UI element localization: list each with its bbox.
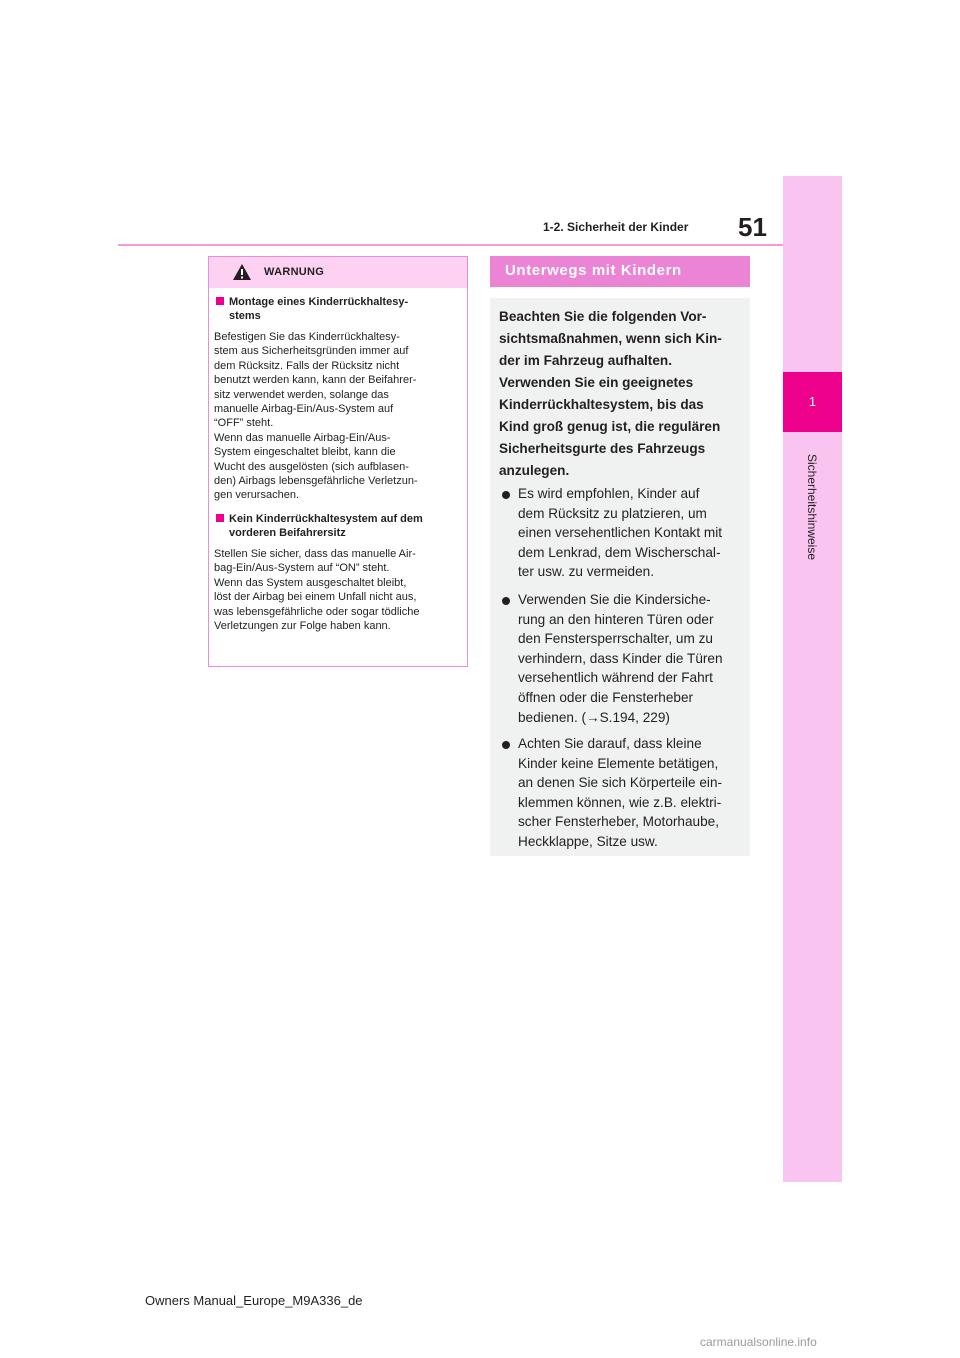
topic-intro: Beachten Sie die folgenden Vor- sichtsmaßnahmen, wenn sich Kin- der im Fahrzeug aufhalten. Verwenden Sie ein geeignetes Kinderrückhaltesystem, bis das Kind groß genug ist, die regulären Sicherheitsgurte des Fahrzeugs anzulegen. (499, 309, 722, 478)
header-divider (118, 244, 783, 246)
bullet-dot-icon (502, 597, 510, 605)
warning-title: WARNUNG (264, 266, 325, 278)
topic-panel (490, 298, 750, 856)
list-item (500, 484, 740, 582)
warning-item-heading (214, 295, 454, 323)
chapter-label: Sicherheitshinweise (805, 453, 819, 561)
section-title: 1-2. Sicherheit der Kinder (543, 220, 689, 234)
list-item (500, 590, 740, 727)
bullet-dot-icon (502, 491, 510, 499)
warning-header (209, 257, 467, 288)
warning-item-heading-text: Montage eines Kinderrückhaltesy- stems (229, 296, 409, 322)
topic-header (490, 256, 750, 287)
bullet-dot-icon (502, 741, 510, 749)
warning-triangle-icon (232, 263, 252, 286)
watermark: carmanualsonline.info (700, 1335, 817, 1349)
warning-item-heading (214, 512, 454, 540)
warning-box (208, 256, 468, 667)
topic-title: Unterwegs mit Kindern (505, 262, 682, 279)
chapter-side-strip (783, 176, 842, 1182)
chapter-number-tab[interactable]: 1 (783, 372, 842, 432)
page-number: 51 (738, 212, 767, 242)
square-bullet-icon (216, 514, 224, 522)
list-item-text: Es wird empfohlen, Kinder auf dem Rücksitz zu platzieren, um einen versehentlichen Kontakt mit dem Lenkrad, dem Wischerschal- ter usw. zu vermeiden. (518, 486, 723, 580)
footer-doc-id: Owners Manual_Europe_M9A336_de (145, 1293, 363, 1308)
warning-item-text: Befestigen Sie das Kinderrückhaltesy- stem aus Sicherheitsgründen immer auf dem Rücksitz. Falls der Rücksitz nicht benutzt werden kann, kann der Beifahrer- sitz verwendet werden, solange das manuelle Airbag-Ein/Aus-System auf “OFF” steht. Wenn das manuelle Airbag-Ein/Aus- System eingeschaltet bleibt, kann die Wucht des ausgelösten (sich aufblasen- den) Airbags lebensgefährliche Verletzun- gen verursachen. (214, 331, 418, 502)
square-bullet-icon (216, 297, 224, 305)
list-item (500, 734, 740, 852)
list-item-text[interactable]: Verwenden Sie die Kindersiche- rung an den hinteren Türen oder den Fenstersperrschalter, um zu verhindern, dass Kinder die Türen versehentlich während der Fahrt öffnen oder die Fensterheber bedienen. (→S.194, 229) (518, 592, 723, 725)
warning-item-text: Stellen Sie sicher, dass das manuelle Air- bag-Ein/Aus-System auf “ON” steht. Wenn das System ausgeschaltet bleibt, löst der Airbag bei einem Unfall nicht aus, was lebensgefährliche oder sogar tödliche Verletzungen zur Folge haben kann. (214, 547, 420, 632)
list-item-text: Achten Sie darauf, dass kleine Kinder keine Elemente betätigen, an denen Sie sich Körperteile ein- klemmen können, wie z.B. elektri- scher Fensterheber, Motorhaube, Heckklappe, Sitze usw. (518, 736, 723, 849)
warning-item-heading-text: Kein Kinderrückhaltesystem auf dem vorderen Beifahrersitz (229, 512, 423, 539)
